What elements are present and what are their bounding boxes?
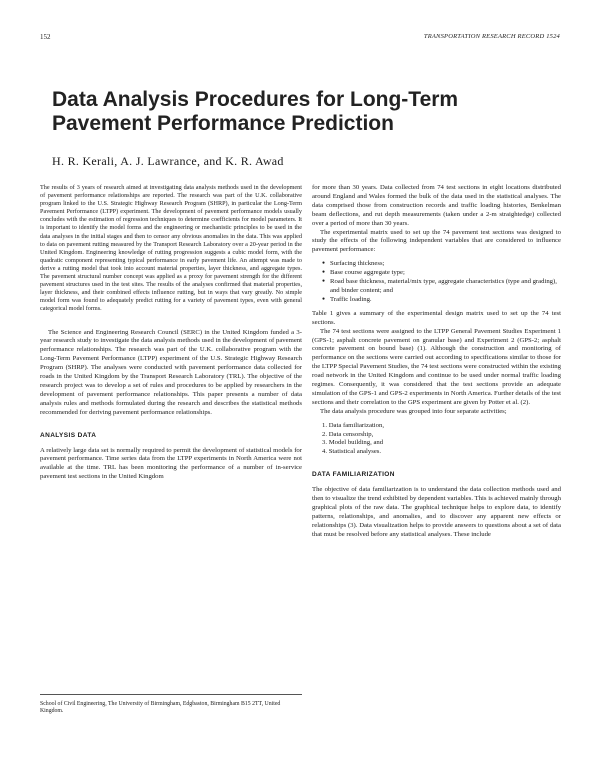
right-column [312, 184, 561, 540]
author-affiliation-footnote: School of Civil Engineering, The University of Birmingham, Edgbaston, Birmingham B15 2TT, United Kingdom. [40, 694, 302, 715]
list-item: 3. Model building, and [322, 439, 384, 447]
list-item: 1. Data familiarization, [322, 421, 385, 429]
analysis-data-paragraph: A relatively large data set is normally required to permit the development of statistical models for pavement performance. Time series data from the LTPP experiments in North America were not available at the time. TRL has been monitoring the performance of a number of in-service pavement test sections in the United Kingdom [40, 446, 302, 481]
matrix-paragraph: The experimental matrix used to set up the 74 pavement test sections was designed to study the effects of the following independent variables that are considered to influence pavement performance: [312, 228, 561, 254]
list-item: ● Surfacing thickness; [322, 260, 561, 269]
table-summary-paragraph: Table 1 gives a summary of the experimental design matrix used to set up the 74 test sections. [312, 309, 561, 326]
page-number: 152 [40, 33, 51, 41]
list-item: 4. Statistical analyses. [322, 448, 382, 456]
list-item: 2. Data censorship, [322, 430, 374, 438]
list-item: ● Base course aggregate type; [322, 269, 561, 278]
activity-list [312, 422, 561, 458]
procedure-paragraph: The data analysis procedure was grouped into four separate activities; [320, 407, 507, 415]
left-column [40, 184, 302, 482]
section-heading-analysis-data: ANALYSIS DATA [40, 431, 97, 439]
author-list: H. R. Kerali, A. J. Lawrance, and K. R. Awad [52, 154, 284, 168]
analysis-data-paragraph-continued: for more than 30 years. Data collected from 74 test sections in eight locations distributed around England and Wales formed the bulk of the data used in the statistical analyses. The data comprised those from construction records and traffic loading histories, Benkelman beam deflections, and rut depth measurements (taken under a 2-m straightedge) collected over a period of more than 30 years. [312, 184, 561, 227]
paper-title: Data Analysis Procedures for Long-Term Pavement Performance Prediction [52, 88, 459, 135]
familiarization-paragraph: The objective of data familiarization is to understand the data collection methods used and then to visualize the trend exhibited by dependent variables. This is achieved mainly through graphical plots of the raw data. The graphical technique helps to explore data, to identify patterns, relationships, and anomalies, and to discover any apparent new effects or relationships (3). Data visualization helps to provide answers to questions about a set of data that must be resolved before any statistical analyses. These include [312, 486, 561, 538]
list-item: ● Road base thickness, material/mix type, aggregate characteristics (type and grading), and binder content; and [322, 278, 561, 296]
gps-paragraph: The 74 test sections were assigned to the LTPP General Pavement Studies Experiment 1 (GPS-1; asphalt concrete pavement on granular base) and Experiment 2 (GPS-2; asphalt concrete pavement on bound base) (1). Although the construction and monitoring of performance on the sections were carried out according to specifications similar to those for the LTPP Special Pavement Studies, the 74 test sections were constructed within the existing road network in the United Kingdom and continue to be used under normal traffic loading regimes. Consequently, it was considered that the test sections provide an adequate simulation of the GPS-1 and GPS-2 experiments in North America. Further details of the test sections and their correlation to the GPS experiment are given by Potter et al. (2). [312, 327, 561, 406]
variable-list [312, 260, 561, 305]
section-heading-data-familiarization: DATA FAMILIARIZATION [312, 471, 395, 479]
list-item: ● Traffic loading. [322, 296, 561, 305]
journal-running-head: TRANSPORTATION RESEARCH RECORD 1524 [423, 33, 560, 40]
abstract: The results of 3 years of research aimed at investigating data analysis methods used in the development of pavement performance relationships are reported. The research was part of the U.K. collaborative program linked to the U.S. Strategic Highway Research Program (SHRP), in particular the Long-Term Pavement Performance (LTPP) experiment. The development of pavement performance models usually concludes with the estimation of regression techniques to determine coefficients for model parameters. It is important to identify the model forms and the engineering or mechanistic principles to be used in the data analyses in the initial stages and then to censor any obvious anomalies in the data. This was applied to data on pavement rutting measured by the Transport Research Laboratory over a 20-year period in the United Kingdom. Engineering knowledge of rutting progression suggests a cubic model form, with the quadratic component representing typical performance in early pavement life. An attempt was made to derive a rutting model that took into account material properties, layer thickness, and aggregate types. The pavement structural number concept was applied as a proxy for pavement strength for the different pavement structures used in the test sites. The results of the analyses confirmed that material properties, layer thickness, and their combined effects influence rutting, but in ways that vary greatly. No simple model form was found to adequately predict rutting for a variety of pavement types, even with general categorical model forms. [40, 184, 302, 313]
intro-paragraph: The Science and Engineering Research Council (SERC) in the United Kingdom funded a 3-year research study to investigate the data analysis methods used in the development of pavement performance relationships. The research was part of the U.K. collaborative program with the Long-Term Pavement Performance (LTPP) experiment of the U.S. Strategic Highway Research Program (SHRP). The analyses were conducted with pavement performance data collected for roads in the United Kingdom by the Transport Research Laboratory (TRL). The objective of the research project was to develop a set of rules and procedures to be applied by researchers in the development of pavement performance relationships. This paper presents a number of data analysis rules and methods formulated during the research and describes the statistical methods recommended for deriving pavement performance relationships. [40, 328, 302, 416]
